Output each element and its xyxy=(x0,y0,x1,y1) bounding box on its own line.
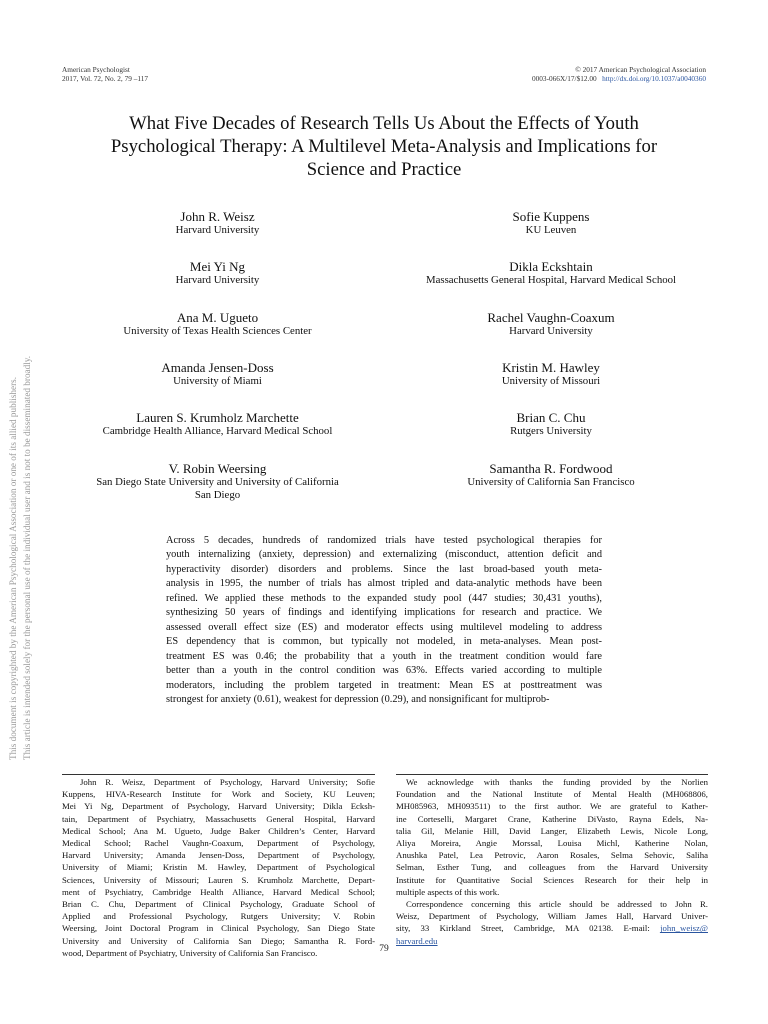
correspondence-line: Correspondence concerning this article should be addressed to John R. xyxy=(406,899,708,910)
author-note-line: Medical School; Rachel Vaughn-Coaxum, Department of Psychology, xyxy=(62,838,375,849)
author-name: V. Robin Weersing xyxy=(168,461,267,476)
author-note-line: Applied and Professional Psychology, Rutgers University; V. Robin xyxy=(62,911,375,922)
author-name: Samantha R. Fordwood xyxy=(489,461,613,476)
email-link[interactable]: harvard.edu xyxy=(396,935,438,946)
correspondence-line xyxy=(396,922,708,934)
author-affiliation: San Diego State University and University of California xyxy=(96,476,339,488)
author-note-line: Brian C. Chu, Department of Clinical Psychology, Graduate School of xyxy=(62,899,375,910)
author-block xyxy=(400,411,702,438)
correspondence-text: sity, 33 Kirkland Street, Cambridge, MA 02138. E-mail: xyxy=(396,923,661,934)
correspondence-line: Weisz, Department of Psychology, William James Hall, Harvard Univer- xyxy=(396,911,708,922)
author-note-line: Weersing, Joint Doctoral Program in Clinical Psychology, San Diego State xyxy=(62,923,375,934)
footnote-divider-right xyxy=(396,774,708,775)
title-line: What Five Decades of Research Tells Us About the Effects of Youth xyxy=(129,113,639,134)
article-title xyxy=(62,112,706,181)
author-note-line: University of Miami; Kristin M. Hawley, Department of Psychological xyxy=(62,862,375,873)
abstract-line: synthesizing 50 years of findings and identifying implications for research and practice. We xyxy=(166,607,602,619)
acknowledgement-line: Selman, Esther Tung, and colleagues from the Harvard University xyxy=(396,862,708,873)
author-note-line: Harvard University; Amanda Jensen-Doss, Department of Psychology, xyxy=(62,850,375,861)
abstract-line: Across 5 decades, hundreds of randomized trials have tested psychological therapies for xyxy=(166,535,602,546)
author-name: Mei Yi Ng xyxy=(189,259,246,274)
page-number: 79 xyxy=(379,944,389,954)
email-link[interactable]: john_weisz@ xyxy=(660,923,708,934)
author-block xyxy=(70,462,365,501)
author-block xyxy=(400,311,702,338)
abstract-line: moderators, including the problem targeted in treatment: Mean ES at posttreatment was xyxy=(166,679,602,691)
author-note-line: John R. Weisz, Department of Psychology, Harvard University; Sofie xyxy=(80,777,375,787)
author-affiliation: University of Missouri xyxy=(501,375,601,387)
author-note xyxy=(62,776,375,959)
author-note-line: Mei Yi Ng, Department of Psychology, Harvard University; Dikla Ecksh- xyxy=(62,801,375,812)
author-block xyxy=(70,311,365,338)
author-affiliation: Harvard University xyxy=(175,274,260,286)
abstract-line: analysis in 1995, the number of trials has almost tripled and data-analytic methods have been xyxy=(166,578,602,590)
running-header-left xyxy=(62,66,148,83)
issn-price: 0003-066X/17/$12.00 xyxy=(531,73,597,83)
author-name: Sofie Kuppens xyxy=(512,209,590,224)
author-block xyxy=(400,361,702,388)
author-note-line: tain, Department of Psychiatry, Massachusetts General Hospital, Harvard xyxy=(62,813,375,824)
author-name: Rachel Vaughn-Coaxum xyxy=(487,310,615,325)
copyright-sidebar xyxy=(0,280,40,780)
author-block xyxy=(70,411,365,438)
author-name: Ana M. Ugueto xyxy=(176,310,259,325)
author-block xyxy=(70,260,365,287)
author-note-line: wood, Department of Psychiatry, University of California San Francisco. xyxy=(62,947,318,958)
acknowledgement-line: MH085963, MH093511) to the first author. We are grateful to Kather- xyxy=(396,801,708,812)
copyright-notice: © 2017 American Psychological Association xyxy=(575,65,706,74)
acknowledgement-line: Anushka Patel, Lea Petrovic, Aaron Rosales, Selma Sehovic, Saliha xyxy=(396,850,708,861)
author-name: Dikla Eckshtain xyxy=(509,259,593,274)
acknowledgement-line: talia Gil, Melanie Hill, David Langer, Elizabeth Lewis, Nicole Long, xyxy=(396,825,708,836)
abstract-line: assessed overall effect size (ES) and moderator effects using multilevel modeling to address xyxy=(166,621,602,633)
author-name: Brian C. Chu xyxy=(516,410,586,425)
author-block xyxy=(400,462,702,489)
author-note-line: Sciences, University of Missouri; Lauren S. Krumholz Marchette, Depart- xyxy=(62,874,375,885)
abstract-line: hyperactivity disorder) disorders and problems. Since the last broad-based youth meta- xyxy=(166,563,602,575)
sidebar-notice-line: This document is copyrighted by the American Psychological Association or one of its allied publishers. xyxy=(8,377,18,760)
volume-info: 2017, Vol. 72, No. 2, 79 –117 xyxy=(62,73,149,83)
acknowledgement-line: We acknowledge with thanks the funding provided by the Norlien xyxy=(406,777,708,787)
author-affiliation: Harvard University xyxy=(509,325,593,337)
journal-name: American Psychologist xyxy=(62,65,130,74)
acknowledgement-line: Foundation and the National Institute of Mental Health (MH068806, xyxy=(396,789,708,800)
author-note-line: Medical School; Ana M. Ugueto, Judge Baker Children’s Center, Harvard xyxy=(62,825,375,836)
author-affiliation: Harvard University xyxy=(175,224,260,236)
issn-doi-line xyxy=(532,75,706,84)
abstract-line: strongest for anxiety (0.61), weakest for depression (0.29), and nonsignificant for multiprob- xyxy=(166,693,550,705)
footnote-divider-left xyxy=(62,774,375,775)
author-affiliation: University of California San Francisco xyxy=(467,476,635,488)
abstract xyxy=(166,534,602,707)
abstract-line: youth internalizing (anxiety, depression) and externalizing (misconduct, attention deficit and xyxy=(166,549,602,561)
acknowledgement-line: multiple aspects of this work. xyxy=(396,886,500,897)
author-block xyxy=(70,210,365,237)
author-affiliation: San Diego xyxy=(194,488,241,501)
abstract-line: refined. We applied these methods to the expanded study pool (447 studies; 30,431 youths), xyxy=(166,592,602,604)
abstract-line: treatment ES was 0.46; the probability that a youth in the treatment condition would fare xyxy=(166,650,602,662)
author-block xyxy=(70,361,365,388)
doi-link[interactable]: http://dx.doi.org/10.1037/a0040360 xyxy=(602,73,706,83)
title-line: Psychological Therapy: A Multilevel Meta-Analysis and Implications for xyxy=(110,136,658,157)
author-note-line: ment of Psychiatry, Cambridge Health Alliance, Harvard Medical School; xyxy=(62,886,375,897)
author-name: Lauren S. Krumholz Marchette xyxy=(136,410,299,425)
abstract-line: better than a youth in the control condition was 63%. Effects varied according to multiple xyxy=(166,665,602,677)
author-affiliation: University of Texas Health Sciences Center xyxy=(123,325,312,337)
author-name: Kristin M. Hawley xyxy=(502,360,600,375)
title-line: Science and Practice xyxy=(306,159,462,180)
acknowledgement-line: Institute for Quantitative Social Sciences Research for their help in xyxy=(396,874,708,885)
author-affiliation: KU Leuven xyxy=(525,224,577,236)
acknowledgement-line: ine Corteselli, Margaret Crane, Katherine DiVasto, Rayna Edels, Na- xyxy=(396,813,708,824)
author-note-line: University and University of California San Diego; Samantha R. Ford- xyxy=(62,935,375,946)
abstract-line: ES dependency that is common, but typically not modeled, in meta-analyses. Mean post- xyxy=(166,636,602,648)
author-name: Amanda Jensen-Doss xyxy=(161,360,274,375)
running-header-right xyxy=(532,66,706,83)
acknowledgement-line: Aliya Moreira, Angie Morssal, Louisa Michl, Katherine Nolan, xyxy=(396,838,708,849)
author-name: John R. Weisz xyxy=(180,209,255,224)
acknowledgements-note xyxy=(396,776,708,947)
author-block xyxy=(400,210,702,237)
author-affiliation: University of Miami xyxy=(173,375,262,387)
author-affiliation: Cambridge Health Alliance, Harvard Medical School xyxy=(102,425,333,437)
author-block xyxy=(400,260,702,287)
sidebar-notice-line: This article is intended solely for the personal use of the individual user and is not to be disseminated broadly. xyxy=(22,355,32,760)
author-affiliation: Rutgers University xyxy=(510,425,592,437)
author-note-line: Kuppens, HIVA-Research Institute for Work and Society, KU Leuven; xyxy=(62,789,375,800)
author-affiliation: Massachusetts General Hospital, Harvard Medical School xyxy=(425,274,677,286)
